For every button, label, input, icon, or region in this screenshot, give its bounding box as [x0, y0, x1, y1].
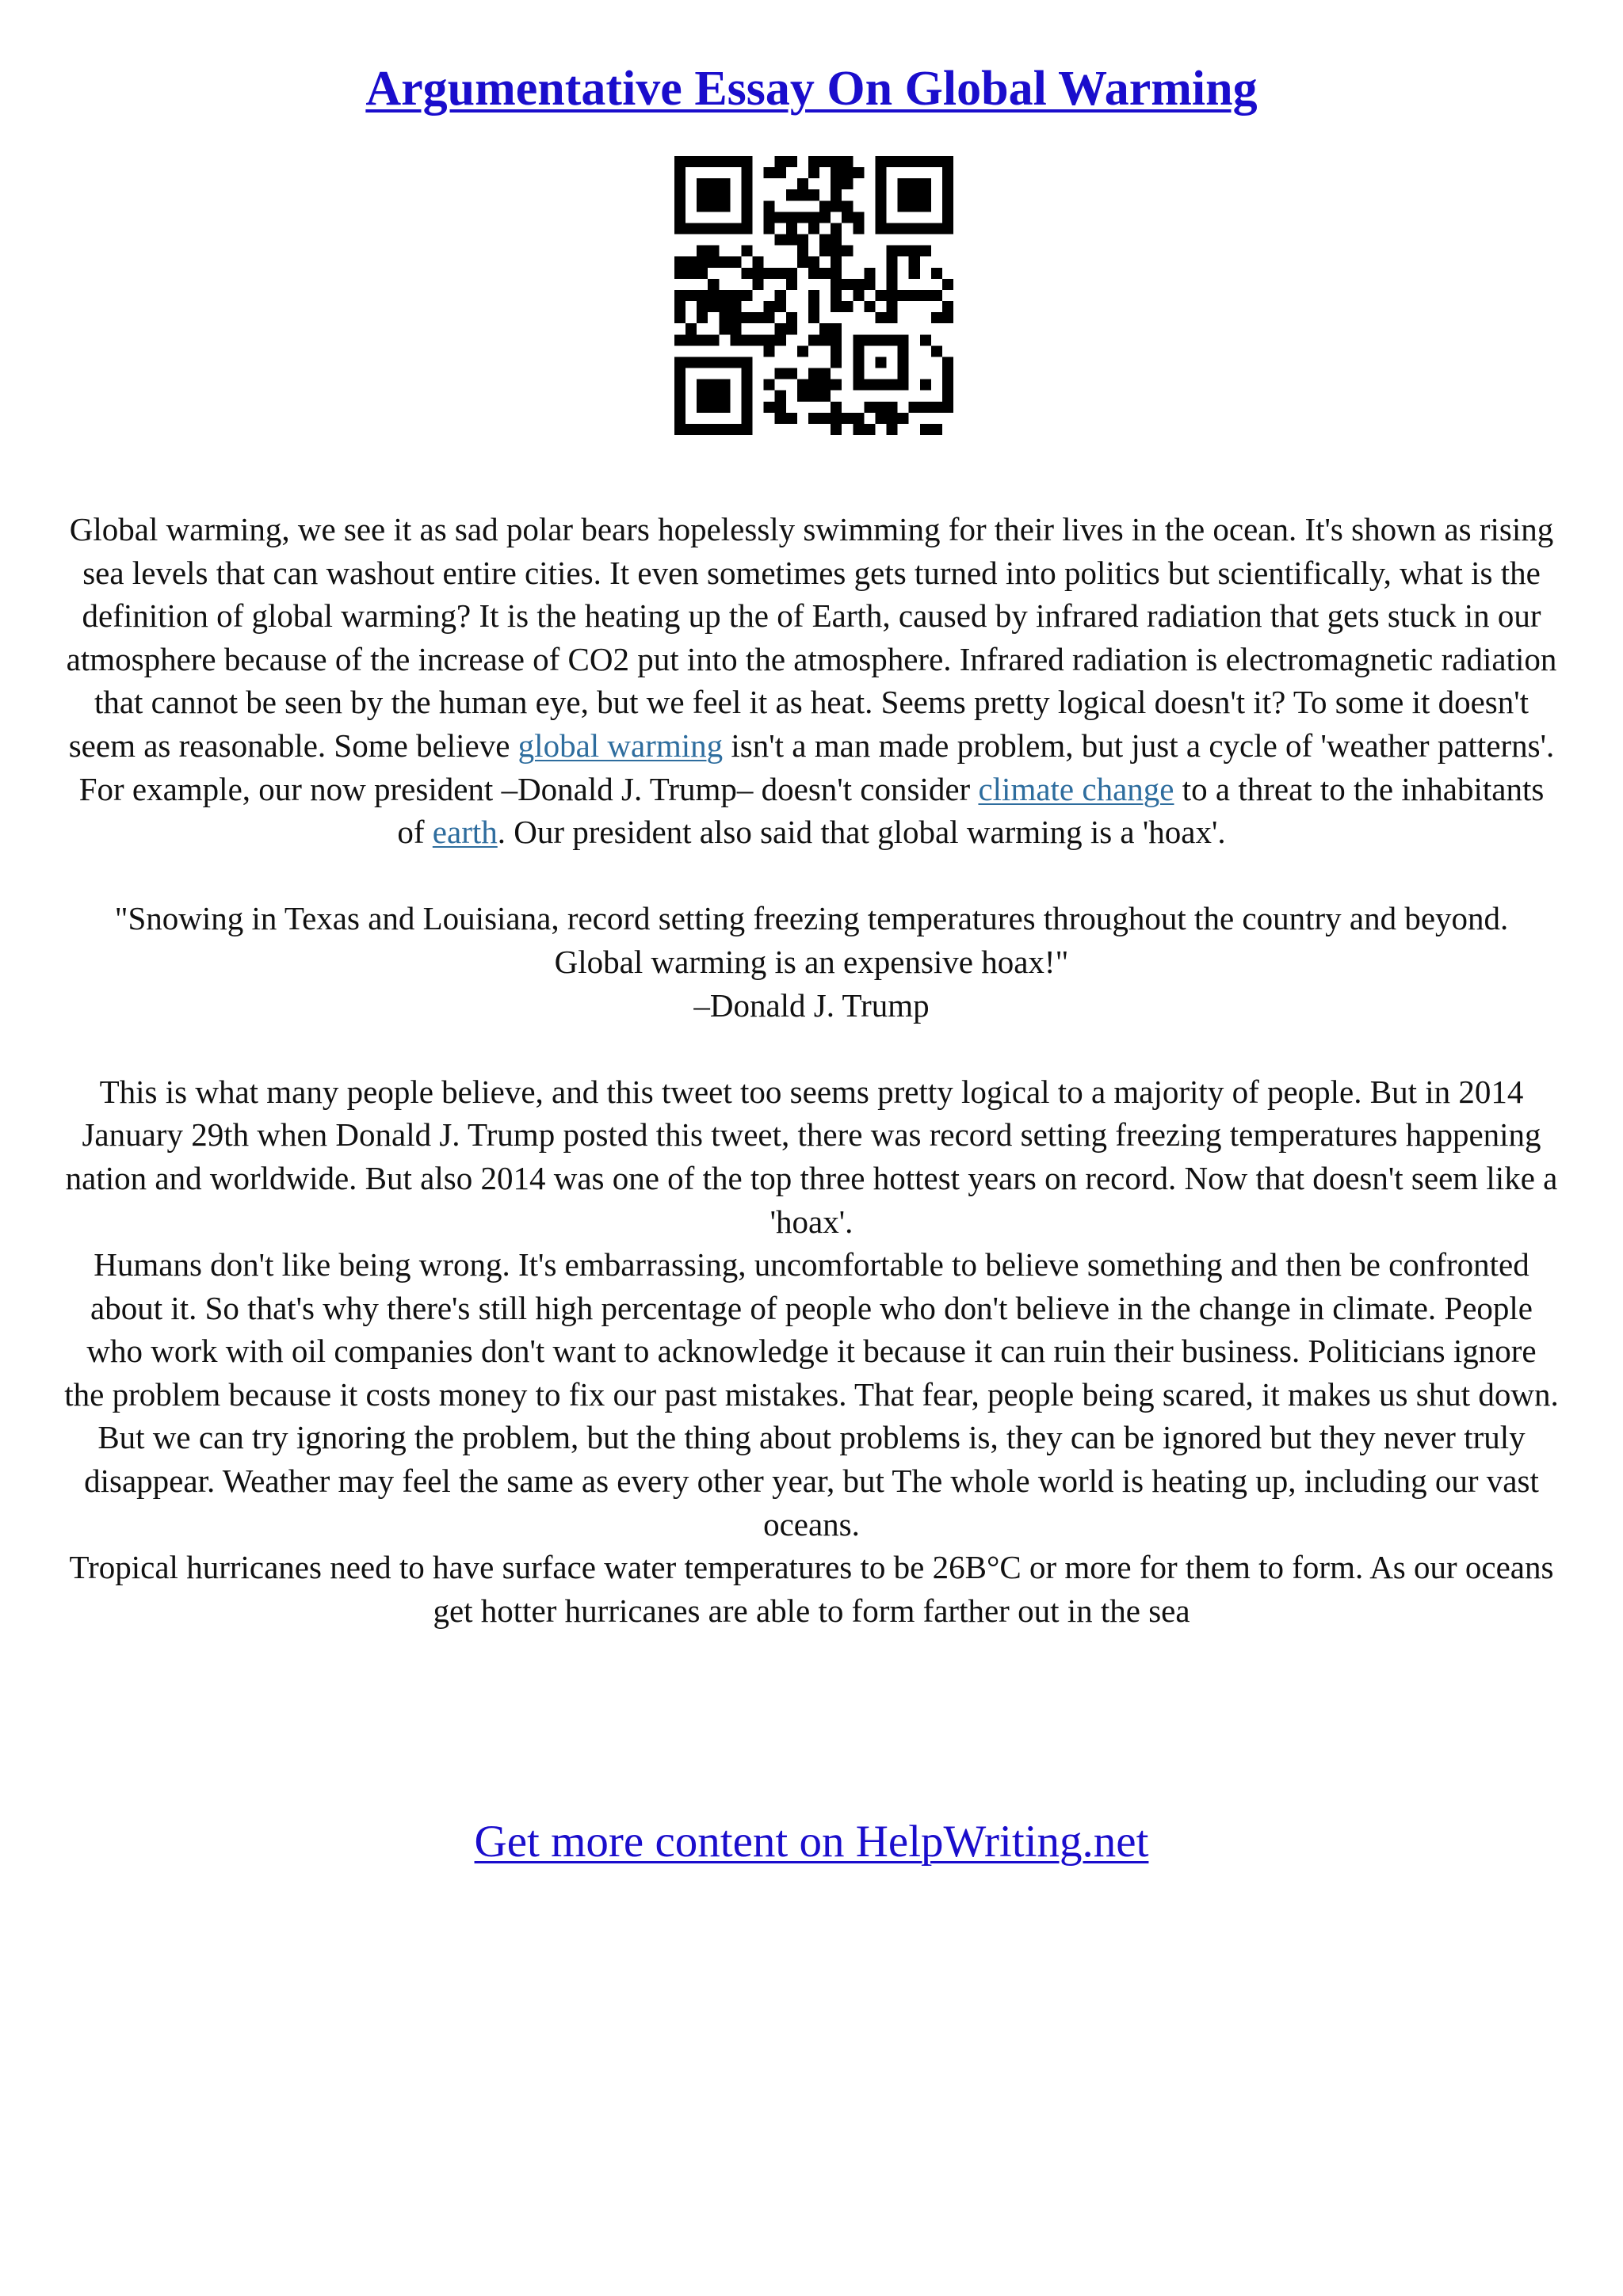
paragraph-intro: Global warming, we see it as sad polar bears hopelessly swimming for their lives in the ocean. It's shown as rising sea levels that can washout entire cities. It even sometimes gets turned into politics but scientifically, what is the definition of global warming? It is the heating up the of Earth, caused by infrared radiation that gets stuck in our atmosphere because of the increase of CO2 put into the atmosphere. Infrared radiation is electromagnetic radiation that cannot be seen by the human eye, but we feel it as heat. Seems pretty logical doesn't it? To some it doesn't seem as reasonable. Some believe global warming isn't a man made problem, but just a cycle of 'weather patterns'. For example, our now president –Donald J. Trump– doesn't consider climate change to a threat to the inhabitants of earth. Our president also said that global warming is a 'hoax'. [66, 511, 1557, 851]
page-title [0, 57, 1623, 120]
earth-link[interactable]: earth [432, 814, 498, 851]
quote-text: "Snowing in Texas and Louisiana, record setting freezing temperatures throughout the country and beyond. [114, 900, 1509, 937]
footer [0, 1814, 1623, 1870]
qr-code-icon [674, 156, 953, 435]
title-link[interactable]: Argumentative Essay On Global Warming [365, 62, 1258, 116]
paragraph-gap [63, 854, 1560, 898]
paragraph-humans: Humans don't like being wrong. It's embarrassing, uncomfortable to believe something and then be confronted about it. So that's why there's still high percentage of people who don't believe in the change in climate. People who work with oil companies don't want to acknowledge it because it can ruin their business. Politicians ignore the problem because it costs money to fix our past mistakes. That fear, people being scared, it makes us shut down. But we can try ignoring the problem, but the thing about problems is, they can be ignored but they never truly disappear. Weather may feel the same as every other year, but The whole world is heating up, including our vast oceans. [64, 1246, 1559, 1543]
paragraph-tweet-analysis: This is what many people believe, and this tweet too seems pretty logical to a majority of people. But in 2014 January 29th when Donald J. Trump posted this tweet, there was record setting freezing temperatures happening nation and worldwide. But also 2014 was one of the top three hottest years on record. Now that doesn't seem like a 'hoax'. [65, 1073, 1558, 1240]
helpwriting-link[interactable]: Get more content on HelpWriting.net [474, 1817, 1149, 1867]
climate-change-link[interactable]: climate change [978, 770, 1174, 807]
paragraph-gap [63, 1027, 1560, 1070]
paragraph-hurricanes: Tropical hurricanes need to have surface water temperatures to be 26B°C or more for them to form. As our oceans get hotter hurricanes are able to form farther out in the sea [69, 1549, 1554, 1629]
quote-attribution: –Donald J. Trump [693, 986, 930, 1024]
global-warming-link[interactable]: global warming [517, 727, 724, 764]
essay-body [63, 508, 1560, 1632]
quote-text-line2: Global warming is an expensive hoax!" [554, 943, 1069, 980]
